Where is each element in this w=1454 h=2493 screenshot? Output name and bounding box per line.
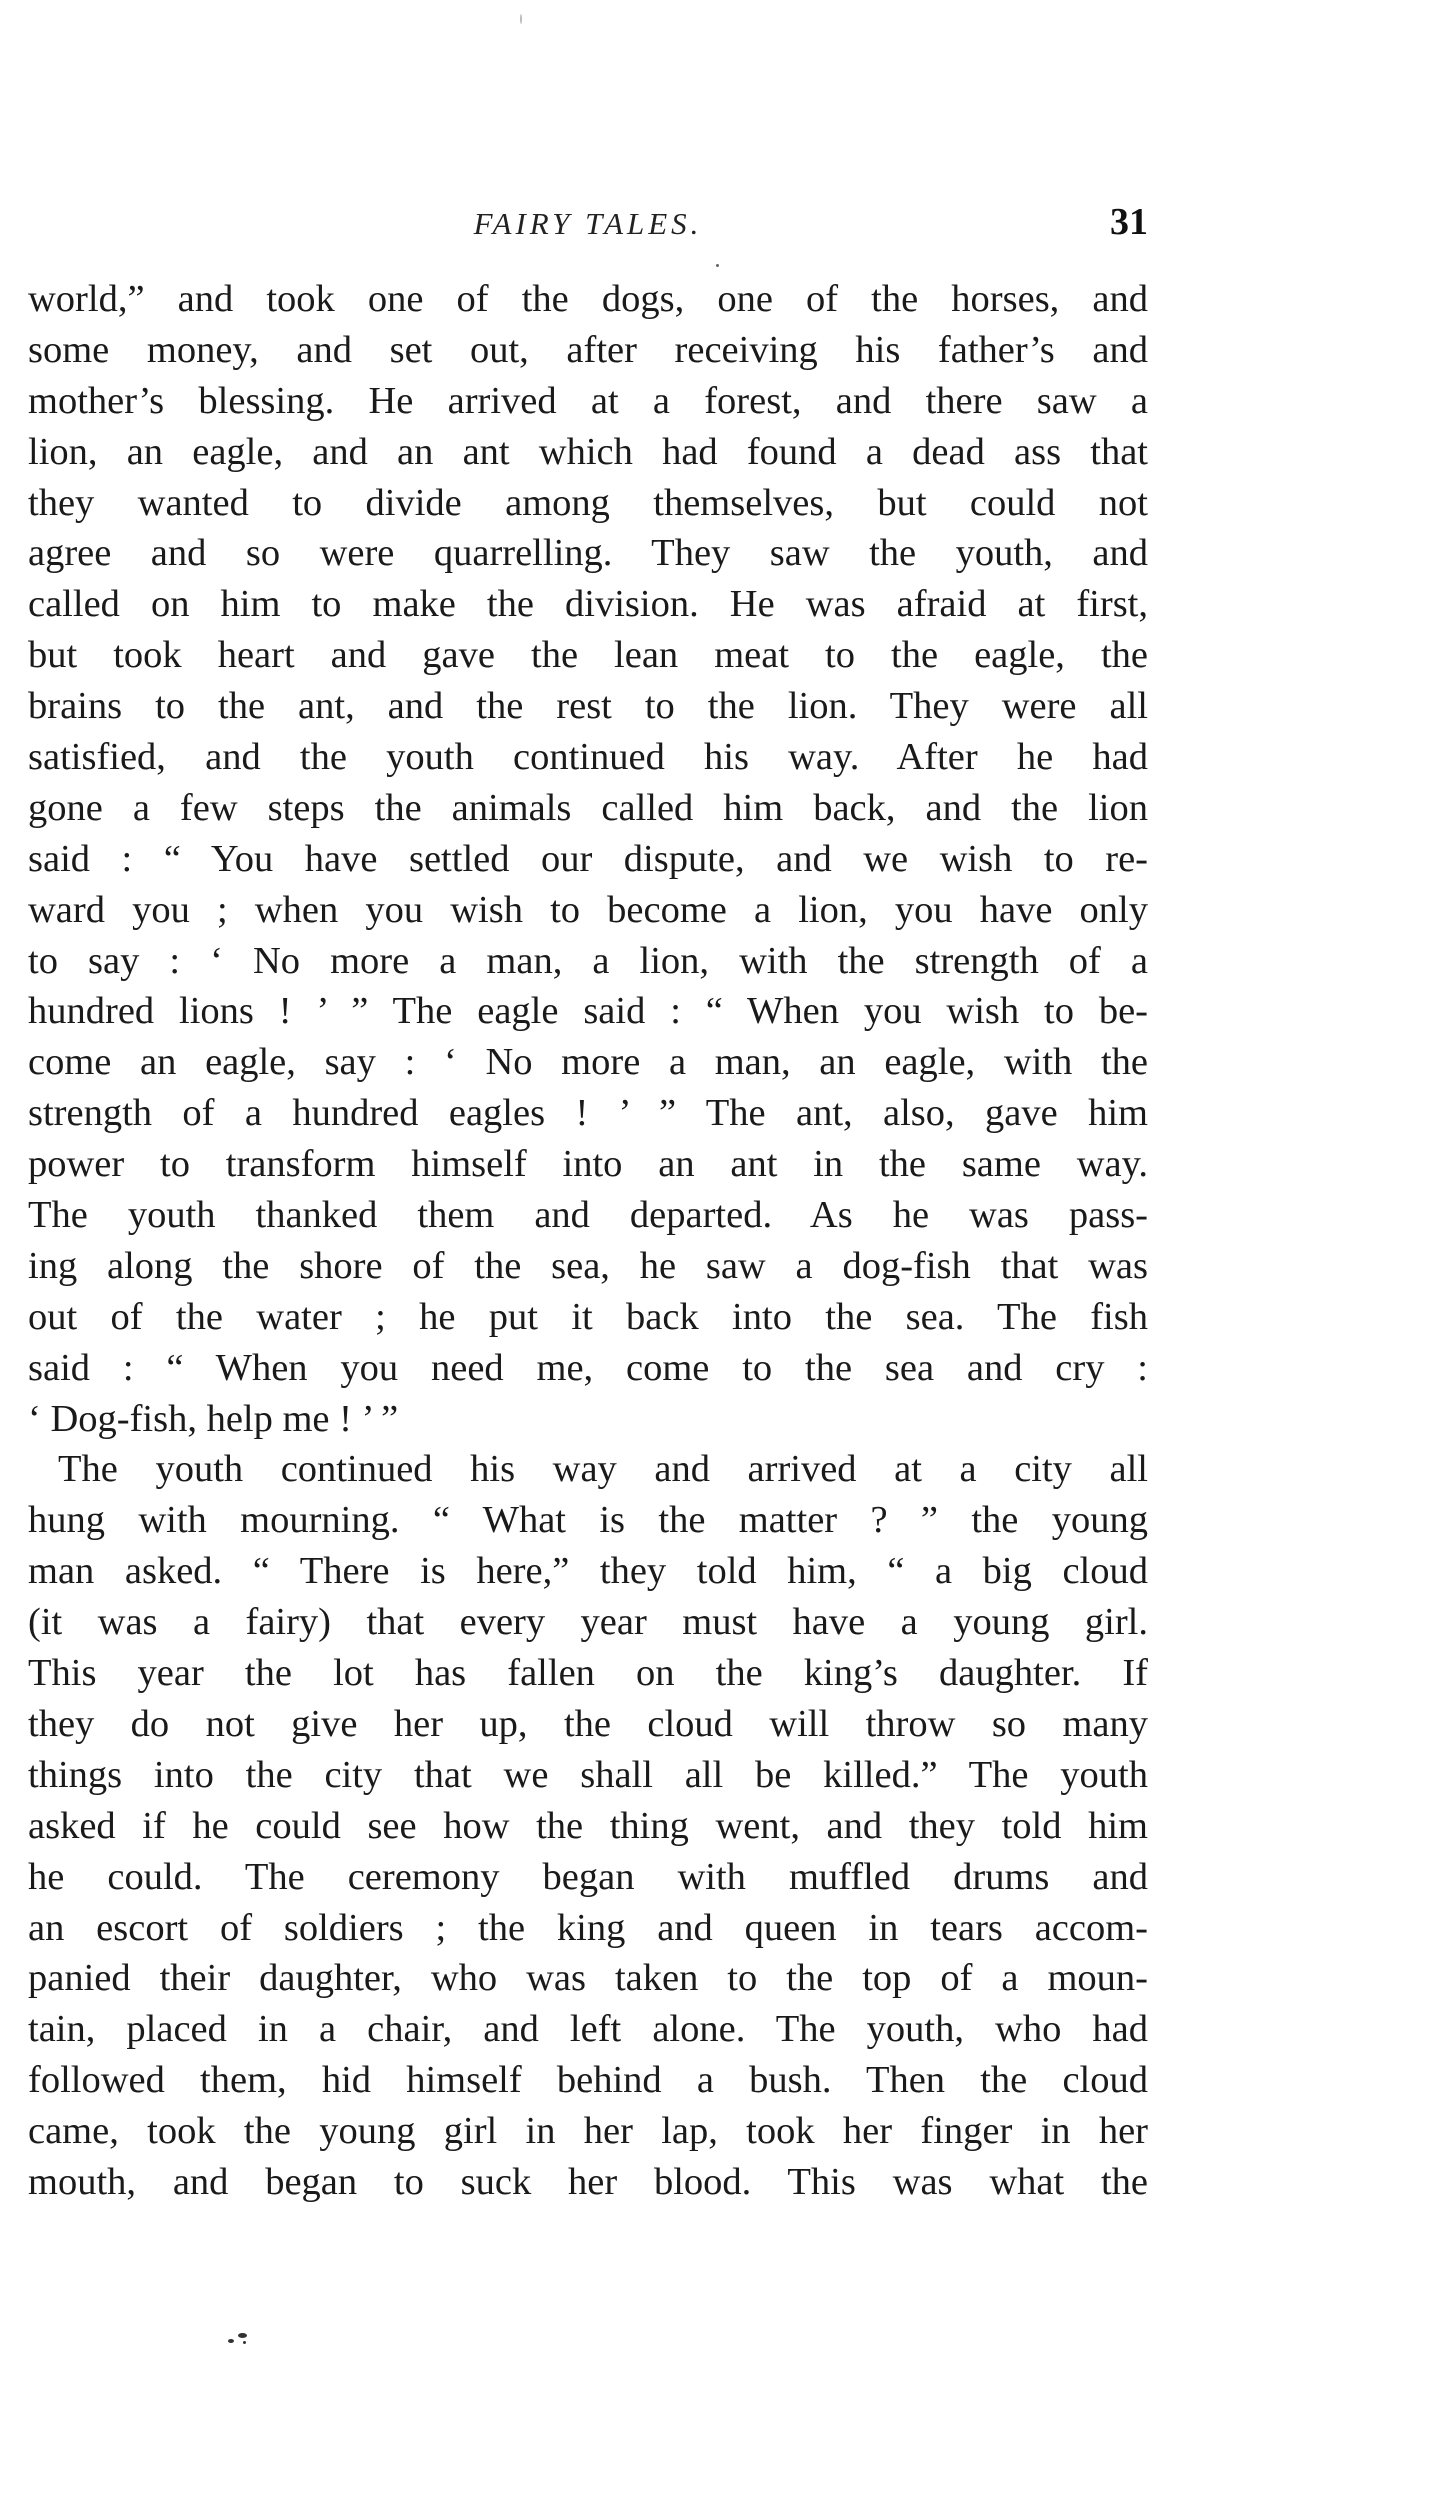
text-line: hundred lions ! ’ ” The eagle said : “ When you wish to be- <box>28 990 1148 1033</box>
ink-speck <box>520 14 522 24</box>
ink-speck <box>716 264 719 267</box>
text-line: they wanted to divide among themselves, but could not <box>28 481 1148 524</box>
text-line: said : “ When you need me, come to the sea and cry : <box>28 1346 1148 1389</box>
text-line: mouth, and began to suck her blood. This was what the <box>28 2160 1148 2203</box>
text-line: come an eagle, say : ‘ No more a man, an eagle, with the <box>28 1041 1148 1084</box>
text-line: said : “ You have settled our dispute, and we wish to re- <box>28 837 1148 880</box>
text-line: ‘ Dog-fish, help me ! ’ ” <box>28 1397 399 1440</box>
text-line: mother’s blessing. He arrived at a forest, and there saw a <box>28 379 1148 422</box>
text-line: power to transform himself into an ant in the same way. <box>28 1143 1148 1186</box>
text-line: to say : ‘ No more a man, a lion, with the strength of a <box>28 939 1148 982</box>
paragraph-2 <box>28 1444 1148 2207</box>
running-title: FAIRY TALES. <box>473 206 703 241</box>
text-line: things into the city that we shall all be killed.” The youth <box>28 1753 1148 1796</box>
text-line: hung with mourning. “ What is the matter ? ” the young <box>28 1499 1148 1542</box>
text-line: called on him to make the division. He was afraid at first, <box>28 583 1148 626</box>
text-line: man asked. “ There is here,” they told him, “ a big cloud <box>28 1550 1148 1593</box>
text-line: The youth continued his way and arrived at a city all <box>58 1448 1148 1491</box>
text-line: lion, an eagle, and an ant which had found a dead ass that <box>28 430 1148 473</box>
text-line: they do not give her up, the cloud will throw so many <box>28 1702 1148 1745</box>
text-line: asked if he could see how the thing went, and they told him <box>28 1804 1148 1847</box>
ink-speck <box>243 2341 246 2344</box>
text-line: ing along the shore of the sea, he saw a dog-fish that was <box>28 1244 1148 1287</box>
ink-speck <box>228 2339 234 2343</box>
text-line: but took heart and gave the lean meat to the eagle, the <box>28 634 1148 677</box>
text-line: out of the water ; he put it back into the sea. The fish <box>28 1295 1148 1338</box>
text-line: tain, placed in a chair, and left alone. The youth, who had <box>28 2008 1148 2051</box>
text-line: panied their daughter, who was taken to the top of a moun- <box>28 1957 1148 2000</box>
text-line: brains to the ant, and the rest to the lion. They were all <box>28 685 1148 728</box>
body-text <box>28 274 1148 2208</box>
text-line: agree and so were quarrelling. They saw the youth, and <box>28 532 1148 575</box>
text-line: gone a few steps the animals called him back, and the lion <box>28 786 1148 829</box>
page-number: 31 <box>1110 201 1148 243</box>
paragraph-1 <box>28 274 1148 1444</box>
text-line: world,” and took one of the dogs, one of the horses, and <box>28 278 1148 320</box>
ink-speck <box>238 2333 247 2338</box>
text-line: ward you ; when you wish to become a lion, you have only <box>28 888 1148 931</box>
text-line: some money, and set out, after receiving his father’s and <box>28 328 1148 371</box>
text-line: This year the lot has fallen on the king’s daughter. If <box>28 1652 1148 1695</box>
text-line: strength of a hundred eagles ! ’ ” The ant, also, gave him <box>28 1092 1148 1135</box>
text-line: an escort of soldiers ; the king and queen in tears accom- <box>28 1906 1148 1949</box>
running-head <box>28 200 1148 260</box>
text-line: satisfied, and the youth continued his way. After he had <box>28 736 1148 779</box>
text-line: he could. The ceremony began with muffled drums and <box>28 1855 1148 1898</box>
text-line: followed them, hid himself behind a bush. Then the cloud <box>28 2059 1148 2102</box>
text-line: The youth thanked them and departed. As he was pass- <box>28 1194 1148 1237</box>
text-line: (it was a fairy) that every year must have a young girl. <box>28 1601 1148 1644</box>
text-line: came, took the young girl in her lap, took her finger in her <box>28 2110 1148 2153</box>
